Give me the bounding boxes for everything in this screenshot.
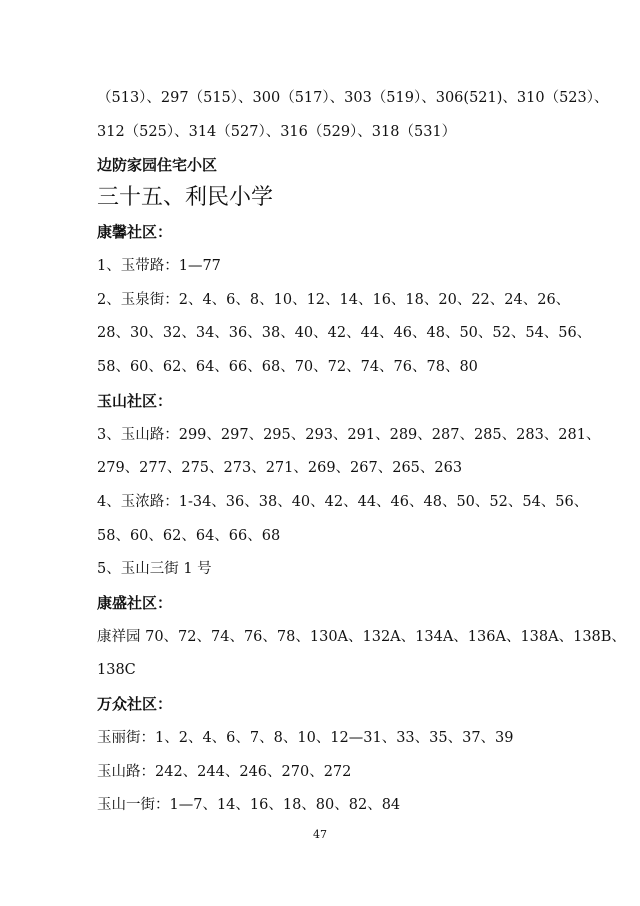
text-line: 312（525）、314（527）、316（529）、318（531） xyxy=(97,124,457,140)
section-subheading: 边防家园住宅小区 xyxy=(97,156,218,174)
text-line: 58、60、62、64、66、68、70、72、74、76、78、80 xyxy=(97,359,478,375)
text-line: 279、277、275、273、271、269、267、265、263 xyxy=(97,460,463,476)
text-line: 28、30、32、34、36、38、40、42、44、46、48、50、52、54、56、 xyxy=(97,325,592,341)
community-heading: 康盛社区： xyxy=(97,594,173,612)
text-line: 4、玉浓路：1-34、36、38、40、42、44、46、48、50、52、54、56、 xyxy=(97,494,589,510)
community-heading: 康馨社区： xyxy=(97,223,173,241)
text-line: 玉山一街：1—7、14、16、18、80、82、84 xyxy=(97,797,401,813)
section-heading: 三十五、利民小学 xyxy=(97,185,274,210)
text-line: 58、60、62、64、66、68 xyxy=(97,528,281,544)
text-line: 138C xyxy=(97,662,136,678)
text-line: 玉山路：242、244、246、270、272 xyxy=(97,764,352,780)
text-line: 3、玉山路：299、297、295、293、291、289、287、285、283、281、 xyxy=(97,427,601,443)
text-line: 1、玉带路：1—77 xyxy=(97,258,221,274)
text-line: 2、玉泉街：2、4、6、8、10、12、14、16、18、20、22、24、26、 xyxy=(97,292,571,308)
text-line: 玉丽街：1、2、4、6、7、8、10、12—31、33、35、37、39 xyxy=(97,730,514,746)
text-line: 康祥园 70、72、74、76、78、130A、132A、134A、136A、138A、138B、 xyxy=(97,629,626,645)
community-heading: 万众社区： xyxy=(97,695,173,713)
community-heading: 玉山社区： xyxy=(97,392,173,410)
page-number: 47 xyxy=(313,828,327,841)
text-line: 5、玉山三街 1 号 xyxy=(97,561,212,577)
text-line: （513）、297（515）、300（517）、303（519）、306(521)、310（523）、 xyxy=(97,90,609,106)
